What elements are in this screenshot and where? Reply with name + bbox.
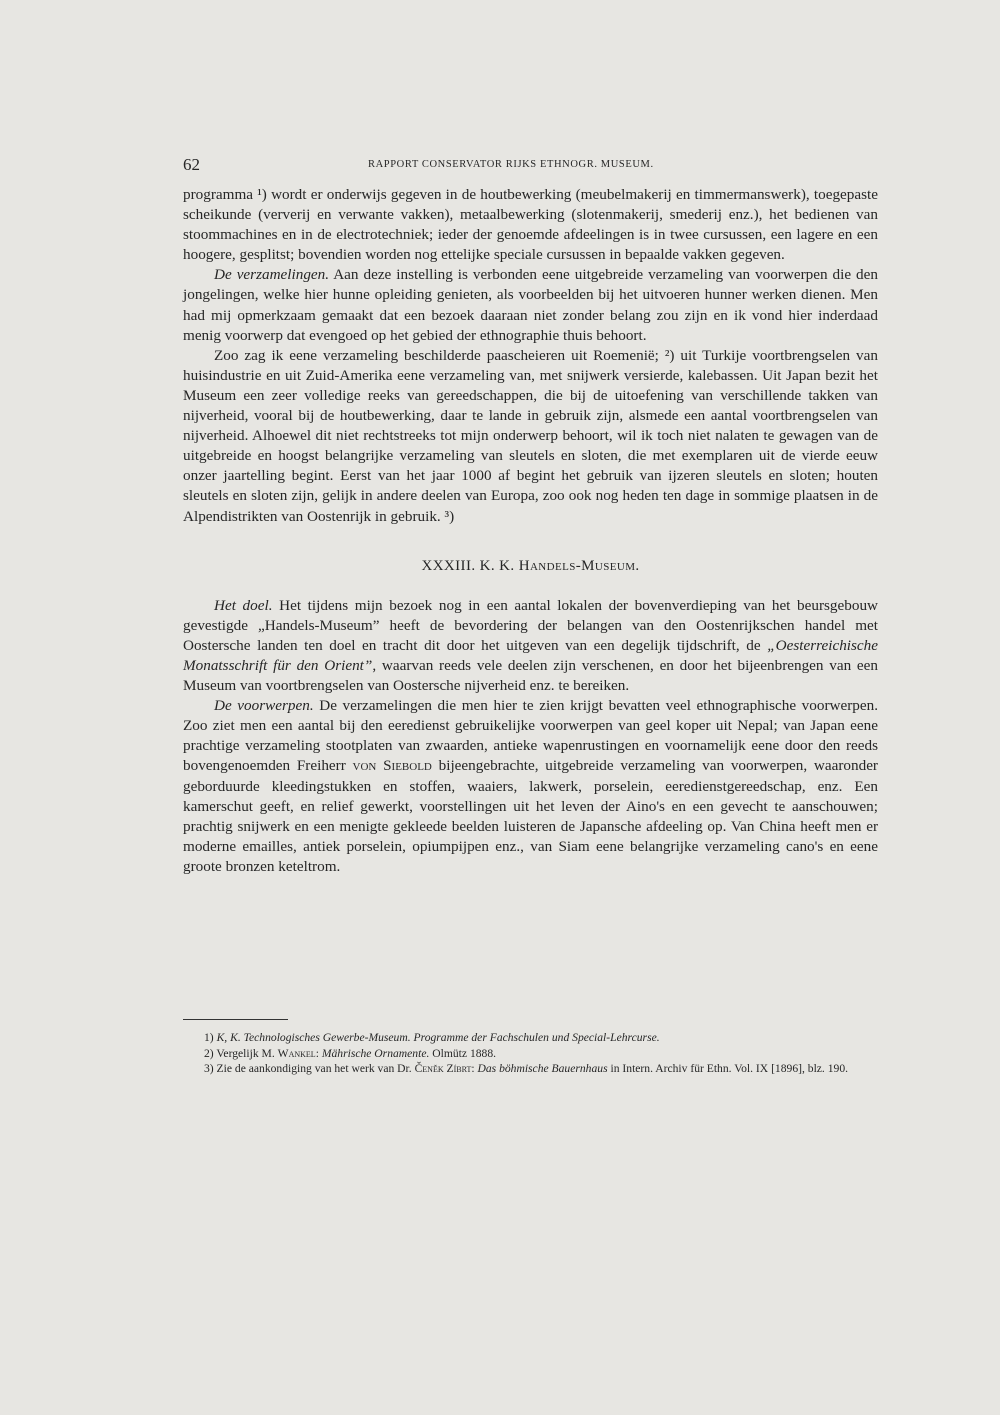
author-name: Čeněk Zíbrt [414, 1062, 472, 1076]
person-name: von Siebold [352, 757, 432, 775]
journal-title: „Oesterreichische Monatsschrift für den Orient” [183, 636, 878, 674]
paragraph-3: Zoo zag ik eene verzameling beschilderde paascheieren uit Roemenië; ²) uit Turkije voortbrengselen van huisindustrie en uit Zuid-Amerika eene verzameling van, met snijwerk versierde, kalebassen. Uit Japan bezit het Museum een zeer volledige reeks van gereedschappen, die bij de uitoefening van verschillende takken van nijverheid, vooral bij de houtbewerking, daar te lande in gebruik zijn, alsmede een aantal voortbrengselen van nijverheid. Alhoewel dit niet rechtstreeks tot mijn onderwerp behoort, wil ik toch niet nalaten te gewagen van de uitgebreide en hoogst belangrijke verzameling van sleutels en sloten, die met exemplaren uit de vierde eeuw onzer jaartelling begint. Eerst van het jaar 1000 af begint het gebruik van ijzeren sleutels en sloten; houten sleutels en sloten zijn, gelijk in andere deelen van Europa, zoo ook nog heden ten dage in sommige plaatsen in de Alpendistrikten van Oostenrijk in gebruik. ³) [183, 346, 878, 525]
page-number: 62 [183, 155, 200, 174]
author-name: Wankel [277, 1046, 316, 1060]
footnote-3 [183, 1061, 878, 1077]
footnote-title: Mährische Ornamente. [321, 1046, 430, 1060]
footnote-title: Das böhmische Bauernhaus [477, 1062, 608, 1076]
paragraph-lead: De verzamelingen. [214, 266, 330, 284]
footnote-number: 1) [204, 1031, 217, 1044]
paragraph-lead: Het doel. [214, 596, 273, 614]
paragraph-1: programma ¹) wordt er onderwijs gegeven in de houtbewerking (meubelmakerij en timmermanswerk), toegepaste scheikunde (ververij en verwante vakken), metaalbewerking (slotenmakerij, smederij enz.), het bedienen van stoommachines en in de electrotechniek; ieder der genoemde afdeelingen is in twee cursussen, een lagere en een hoogere, gesplitst; bovendien worden nog ettelijke speciale cursussen in bepaalde vakken gegeven. [183, 186, 878, 264]
paragraph-text: Aan deze instelling is verbonden eene uitgebreide verzameling van voorwerpen die den jongelingen, welke hier hunne opleiding genieten, als voorbeelden bij het uitvoeren hunner werken dienen. Men had mij opmerkzaam gemaakt dat een bezoek daaraan niet zonder belang zou zijn en ik vond hier inderdaad menig voorwerp dat evengoed op het gebied der ethnographie thuis behoort. [183, 266, 878, 344]
paragraph-text: De verzamelingen die men hier te zien krijgt bevatten veel ethnographische voorwerpen. Zoo ziet men een aantal bij den eeredienst gebruikelijke voorwerpen van geel koper uit Nepal; van Japan eene prachtige verzameling stootplaten van zwaarden, antieke wapenrustingen en voornamelijk eene door den reeds bovengenoemden Freiherr [183, 697, 878, 775]
paragraph-lead: De voorwerpen. [214, 697, 314, 715]
paragraph-voorwerpen [183, 696, 878, 877]
section-title: Handels-Museum. [518, 557, 640, 574]
footnote-text: Olmütz 1888. [429, 1046, 497, 1060]
page-header [183, 155, 878, 179]
footnote-2 [183, 1046, 878, 1062]
running-head: RAPPORT CONSERVATOR RIJKS ETHNOGR. MUSEUM. [368, 159, 654, 170]
footnote-text: in Intern. Archiv für Ethn. Vol. IX [1896], blz. 190. [607, 1062, 849, 1076]
footnote-text: : [315, 1046, 322, 1060]
footnotes [183, 1030, 878, 1077]
paragraph-text: bijeengebrachte, uitgebreide verzameling van voorwerpen, waaronder geborduurde kleedingstukken en stoffen, waaiers, lakwerk, porselein, eeredienstgereedschap, enz. Een kamerschut geeft, en relief gewerkt, voorstellingen uit het leven der Aino's en een gevecht te aanschouwen; prachtig snijwerk en een menigte gekleede beelden luisteren de Japansche afdeeling op. Van China heeft men er moderne emailles, antiek porselein, opiumpijpen enz., van Siam eene belangrijke verzameling cano's en eene groote bronzen keteltrom. [183, 757, 878, 875]
section-heading [183, 556, 878, 576]
section-number: XXXIII. K. K. [421, 557, 519, 574]
footnote-text: 3) Zie de aankondiging van het werk van Dr. [204, 1062, 415, 1076]
body-text [183, 185, 878, 877]
paragraph-text: , waarvan reeds vele deelen zijn verschenen, en door het bijeenbrengen van een Museum van voortbrengselen van Oostersche nijverheid enz. te bereiken. [183, 656, 878, 695]
paragraph-doel [183, 596, 878, 696]
paragraph-verzamelingen [183, 265, 878, 345]
footnote-text: 2) Vergelijk M. [204, 1046, 278, 1060]
footnote-rule [183, 1019, 288, 1020]
footnote-text: : [471, 1062, 478, 1076]
footnote-1 [183, 1030, 878, 1046]
paragraph-text: Het tijdens mijn bezoek nog in een aantal lokalen der bovenverdieping van het beursgebouw gevestigde „Handels-Museum” heeft de bevordering der belangen van den Oostenrijkschen handel met Oostersche landen ten doel en tracht dit door het uitgeven van een degelijk tijdschrift, de [183, 596, 878, 654]
footnote-title: K, K. Technologisches Gewerbe-Museum. Programme der Fachschulen und Special-Lehrcurse. [216, 1031, 660, 1044]
